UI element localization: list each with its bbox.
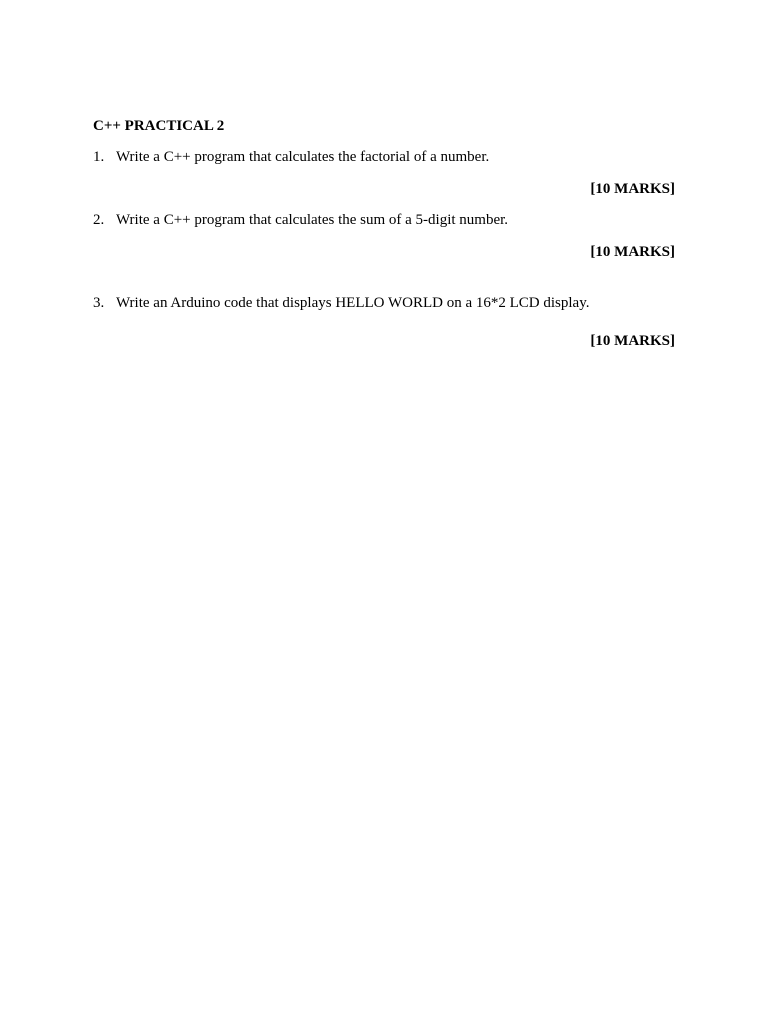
document-title: C++ PRACTICAL 2: [93, 118, 225, 134]
question-1-text: Write a C++ program that calculates the factorial of a number.: [116, 149, 490, 165]
question-3-text: Write an Arduino code that displays HELLO WORLD on a 16*2 LCD display.: [116, 295, 590, 311]
question-2-marks: [10 MARKS]: [590, 244, 675, 260]
question-3-marks: [10 MARKS]: [590, 333, 675, 349]
question-1: [93, 148, 489, 166]
question-1-marks: [10 MARKS]: [590, 181, 675, 197]
question-1-number: 1.: [93, 149, 105, 165]
question-2-number: 2.: [93, 212, 105, 228]
question-3: [93, 294, 589, 312]
question-2: [93, 211, 508, 229]
question-2-text: Write a C++ program that calculates the sum of a 5-digit number.: [116, 212, 509, 228]
question-3-number: 3.: [93, 295, 105, 311]
